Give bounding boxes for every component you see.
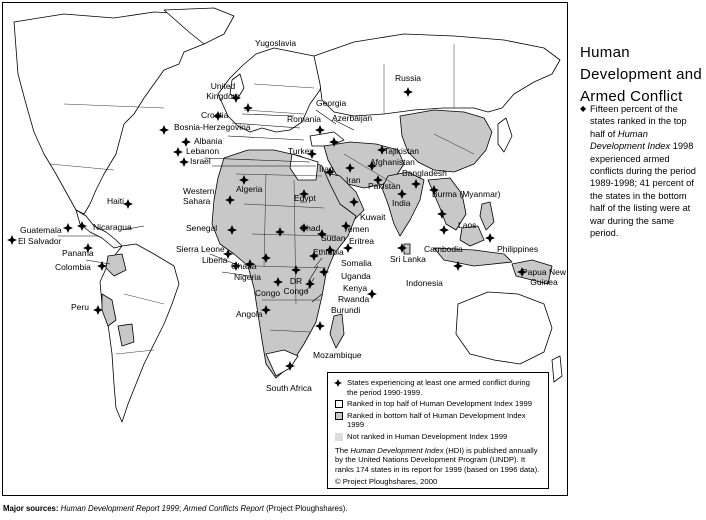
label-sudan: Sudan (321, 233, 346, 243)
label-uk: United Kingdom (206, 81, 240, 101)
conflict-star-icon (334, 379, 342, 387)
white-swatch-icon (335, 400, 343, 408)
label-sierra-leone: Sierra Leone (176, 244, 225, 254)
label-western-sahara: Western Sahara (183, 186, 215, 206)
label-somalia: Somalia (341, 258, 372, 268)
label-algeria: Algeria (236, 184, 263, 194)
label-lebanon: Lebanon (186, 146, 220, 156)
south-africa-shade (266, 350, 298, 376)
sri-lanka (404, 244, 410, 254)
diamond-bullet-icon: ◆ (580, 104, 587, 113)
label-burma: Burma (Myanmar) (432, 189, 501, 199)
legend-not-ranked-row (335, 432, 542, 442)
label-romania: Romania (287, 114, 322, 124)
label-croatia: Croatia (201, 110, 229, 120)
label-albania: Albania (194, 136, 223, 146)
label-guatemala: Guatemala (20, 225, 62, 235)
philippines-isl (480, 202, 494, 230)
label-panama: Panama (62, 248, 94, 258)
legend-copyright: © Project Ploughshares, 2000 (335, 477, 438, 487)
label-israel: Israel (190, 156, 211, 166)
conflict-marker-cambodia (439, 225, 449, 235)
label-russia: Russia (395, 73, 421, 83)
label-nigeria: Nigeria (234, 272, 261, 282)
label-indonesia: Indonesia (406, 278, 443, 288)
legend-bottom-half-row (335, 411, 542, 430)
label-iraq: Iraq (319, 164, 334, 174)
grey-swatch-icon (335, 412, 343, 420)
label-egypt: Egypt (294, 193, 316, 203)
label-bosnia: Bosnia-Herzegovina (174, 122, 251, 132)
label-iran: Iran (346, 175, 361, 185)
label-yugoslavia: Yugoslavia (255, 38, 297, 48)
label-senegal: Senegal (186, 223, 218, 233)
japan (498, 118, 512, 152)
australia (456, 292, 552, 364)
legend (327, 372, 549, 489)
new-zealand (552, 356, 562, 382)
label-cambodia: Cambodia (424, 244, 463, 254)
side-note: Fifteen percent of the states ranked in the top half of Human Development Index 1998 experienced armed conflicts during the period 1989-1998; 41 percent of the states in the bottom half of the listing were at war during the same period. (590, 104, 696, 239)
label-ghana: Ghana (231, 261, 257, 271)
sources-line: Major sources: Human Development Report 1999; Armed Conflicts Report (Project Ploughshares). (3, 504, 348, 513)
label-kenya: Kenya (343, 283, 368, 293)
label-burundi: Burundi (331, 305, 361, 315)
legend-top-half-text: Ranked in top half of Human Development Index 1999 (347, 399, 533, 409)
madagascar (330, 314, 344, 348)
label-uganda: Uganda (341, 271, 371, 281)
label-papua: Papua New Guinea (522, 267, 566, 287)
legend-bottom-half-text: Ranked in bottom half of Human Development Index 1999 (347, 410, 526, 430)
label-south-africa: South Africa (266, 383, 312, 393)
conflict-marker-israel (179, 157, 189, 167)
conflict-marker-peru (93, 305, 103, 315)
label-nicaragua: Nicaragua (93, 222, 132, 232)
russia-asia (314, 34, 560, 116)
label-angola: Angola (236, 309, 263, 319)
label-azerbaijan: Azerbaijan (332, 113, 373, 123)
label-india: India (392, 198, 411, 208)
label-tajikistan: Tajikistan (384, 146, 419, 156)
label-rwanda: Rwanda (338, 294, 370, 304)
north-america (14, 12, 214, 214)
label-colombia: Colombia (55, 262, 91, 272)
label-haiti: Haiti (107, 196, 125, 206)
conflict-marker-el-salvador (7, 235, 17, 245)
label-eritrea: Eritrea (349, 236, 375, 246)
label-ethiopia: Ethiopia (313, 247, 344, 257)
label-kuwait: Kuwait (360, 212, 386, 222)
legend-not-ranked-text: Not ranked in Human Development Index 1999 (347, 431, 508, 441)
label-peru: Peru (71, 302, 89, 312)
light-swatch-icon (335, 433, 343, 441)
label-el-salvador: El Salvador (18, 236, 62, 246)
conflict-marker-lebanon (173, 147, 183, 157)
conflict-marker-haiti (123, 199, 133, 209)
legend-conflict-row (335, 378, 542, 397)
label-liberia: Liberia (202, 255, 228, 265)
label-turkey: Turkey (288, 146, 314, 156)
legend-hdi-note: The Human Development Index (HDI) is published annually by the United Nations Development Program (UNDP). It ranks 174 states in its report for 1999 (based on 1996 data). (335, 445, 540, 474)
legend-top-half-row (335, 399, 542, 409)
legend-conflict-text: States experiencing at least one armed conflict during the period 1990-1999. (347, 378, 530, 397)
label-pakistan: Pakistan (368, 181, 401, 191)
label-bangladesh: Bangladesh (402, 168, 447, 178)
label-philippines: Philippines (497, 244, 539, 254)
label-congo: Congo (255, 288, 281, 298)
label-dr-congo: DR Congo (283, 276, 309, 296)
conflict-marker-philippines (485, 233, 495, 243)
label-yemen: Yemen (343, 224, 370, 234)
conflict-marker-mozambique (315, 321, 325, 331)
label-mozambique: Mozambique (313, 350, 362, 360)
label-georgia: Georgia (316, 98, 347, 108)
label-laos: Laos (458, 220, 477, 230)
label-sri-lanka: Sri Lanka (390, 254, 426, 264)
page-title: Human Development and Armed Conflict (580, 44, 703, 105)
label-chad: Chad (300, 223, 321, 233)
conflict-marker-bosnia (159, 125, 169, 135)
label-afghanistan: Afghanistan (370, 157, 415, 167)
conflict-marker-guatemala (63, 223, 73, 233)
